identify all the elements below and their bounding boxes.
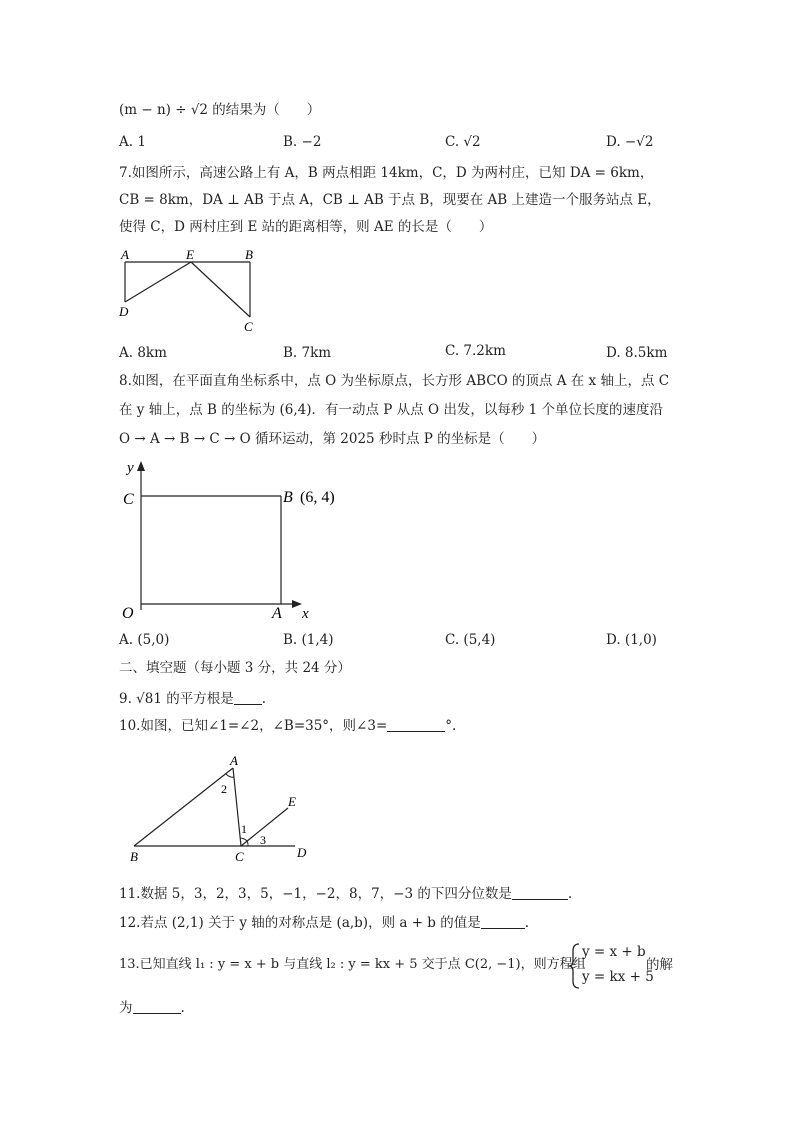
q6-option-b: B. −2 [283,134,322,150]
q11-before: 11.数据 5，3，2，3，5，−1，−2，8，7，−3 的下四分位数是 [119,886,512,902]
q12-text [119,913,529,933]
q13-after: 的解 [646,957,673,973]
q11-answer-blank[interactable] [512,885,568,900]
q7-figure [110,244,280,336]
q12-answer-blank[interactable] [481,914,525,929]
q6-option-a: A. 1 [119,134,146,150]
q6-option-d: D. −√2 [606,134,654,150]
q8-label-c: C [123,491,134,508]
q10-label-c: C [235,849,244,864]
q6-stem: (m − n) ÷ √2 的结果为（ ） [119,102,321,118]
q10-answer-blank[interactable] [387,717,445,732]
q7-option-d: D. 8.5km [606,345,668,361]
q10-label-a: A [230,753,238,768]
q8-label-a: A [272,605,282,622]
q13-brace [568,942,582,990]
q12-before: 12.若点 (2,1) 关于 y 轴的对称点是 (a,b)，则 a + b 的值是 [119,915,481,931]
q11-after: . [567,886,573,902]
q10-after: °. [445,718,457,734]
q8-option-d: D. (1,0) [606,632,657,648]
q6-option-c: C. √2 [445,134,481,150]
q10-label-d: D [297,845,307,860]
q7-label-e: E [186,247,194,262]
q7-label-b: B [245,247,253,262]
q9-answer-blank[interactable] [234,690,262,705]
q8-label-b: B [283,489,293,506]
q13-line2-after: . [180,1000,185,1016]
q13-answer-blank[interactable] [133,999,181,1014]
q10-label-2: 2 [221,782,227,796]
q8-label-b-coord: (6, 4) [300,489,335,506]
q10-text [119,716,456,736]
q8-line3: O → A → B → C → O 循环运动，第 2025 秒时点 P 的坐标是（ ） [119,431,546,447]
q9-text [119,689,266,709]
q8-label-x: x [302,606,309,622]
q10-label-3: 3 [260,833,266,847]
q13-eq1: y = x + b [582,944,646,960]
q7-option-a: A. 8km [119,345,167,361]
q10-label-b: B [130,849,138,864]
q9-after: . [261,691,267,707]
q7-line2: CB = 8km，DA ⊥ AB 于点 A，CB ⊥ AB 于点 B，现要在 AB 上建造一个服务站点 E， [119,192,661,208]
q8-label-o: O [122,605,134,622]
q10-before: 10.如图，已知∠1=∠2，∠B=35°，则∠3= [119,718,388,734]
q7-option-b: B. 7km [283,345,332,361]
q8-figure [110,455,370,630]
q7-label-c: C [244,319,253,334]
q10-label-1: 1 [241,822,247,836]
q8-line1: 8.如图，在平面直角坐标系中，点 O 为坐标原点，长方形 ABCO 的顶点 A 在 x 轴上，点 C [119,373,670,389]
q7-label-a: A [121,247,129,262]
q10-label-e: E [288,794,296,809]
q10-figure [120,750,320,865]
q9-before: 9. √81 的平方根是 [119,691,234,707]
q7-option-c: C. 7.2km [445,343,506,359]
q13-line2 [119,998,185,1018]
q8-label-y: y [127,460,134,476]
q7-label-d: D [119,304,129,319]
q12-after: . [524,915,530,931]
q11-text [119,884,572,904]
q8-line2: 在 y 轴上，点 B 的坐标为 (6,4)．有一动点 P 从点 O 出发，以每秒 1 个单位长度的速度沿 [119,402,663,418]
q13-eq2: y = kx + 5 [582,969,654,985]
q13-line1: 13.已知直线 l₁ : y = x + b 与直线 l₂ : y = kx + 5 交于点 C(2, −1)，则方程组 [119,957,586,972]
q8-option-b: B. (1,4) [283,632,334,648]
q13-line2-before: 为 [119,1000,133,1016]
section2-title: 二、填空题（每小题 3 分，共 24 分） [119,660,351,676]
q8-option-c: C. (5,4) [445,632,496,648]
q7-line3: 使得 C，D 两村庄到 E 站的距离相等，则 AE 的长是（ ） [119,219,493,235]
q8-option-a: A. (5,0) [119,632,170,648]
q7-line1: 7.如图所示，高速公路上有 A，B 两点相距 14km，C，D 为两村庄，已知 DA = 6km， [119,165,654,181]
